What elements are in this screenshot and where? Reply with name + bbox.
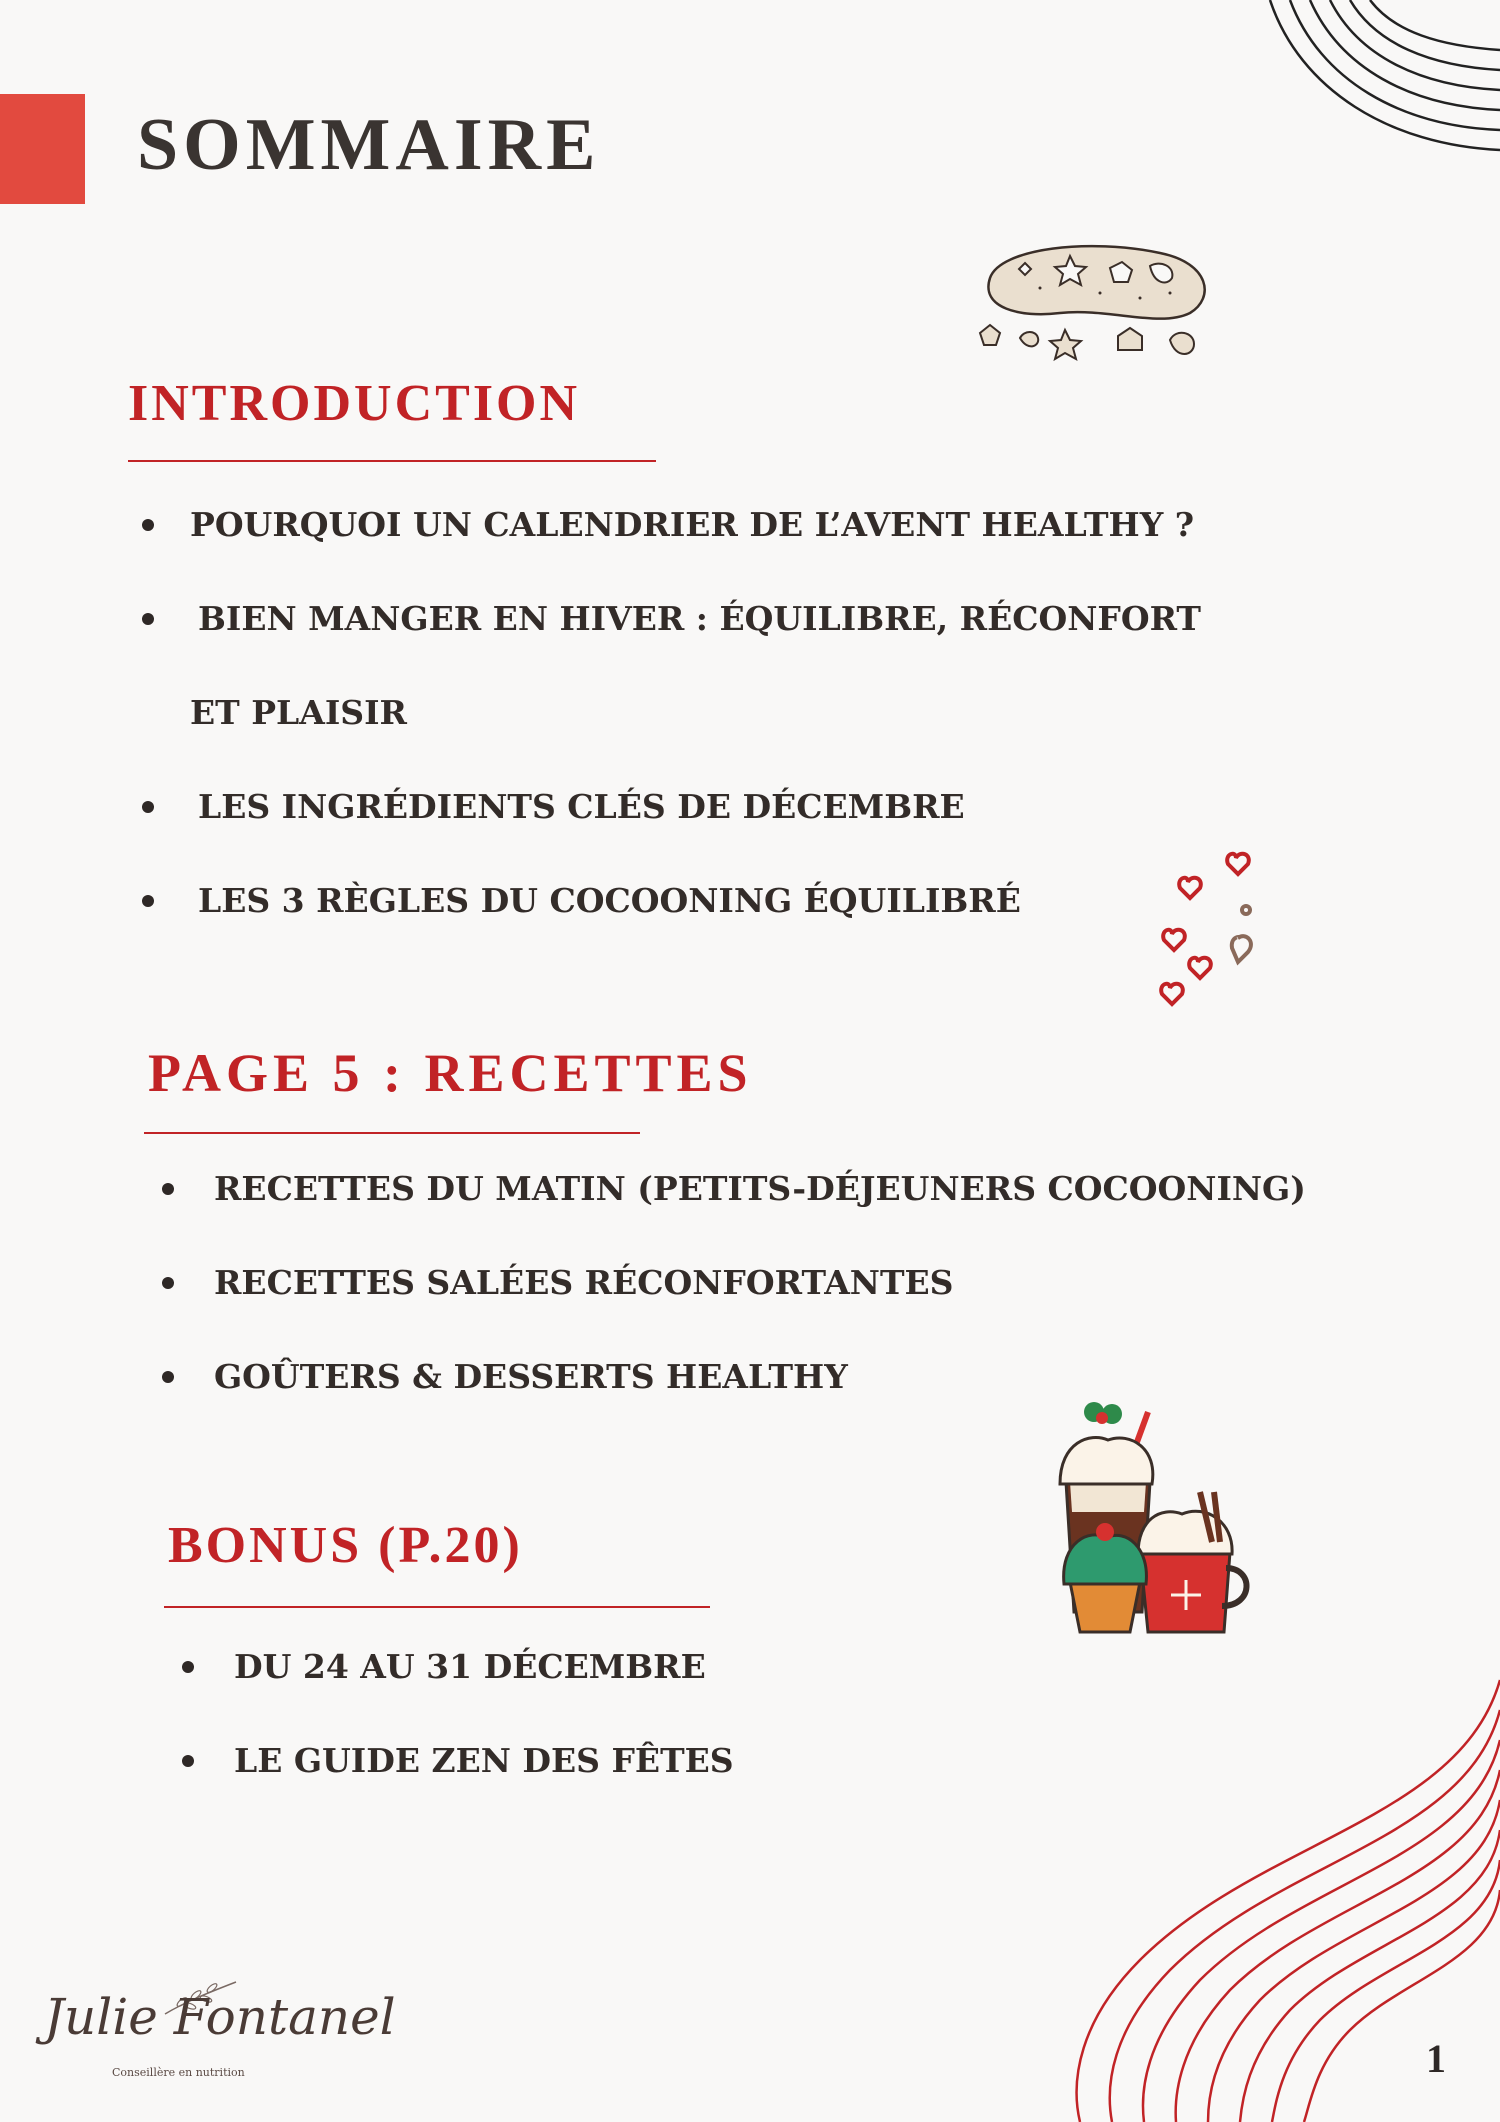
section-recettes <box>148 1043 753 1134</box>
list-item: LES 3 RÈGLES DU COCOONING ÉQUILIBRÉ <box>142 854 1201 948</box>
section-divider <box>128 460 656 462</box>
introduction-list <box>142 478 1201 948</box>
list-item: LES INGRÉDIENTS CLÉS DE DÉCEMBRE <box>142 760 1201 854</box>
section-divider <box>164 1606 710 1608</box>
list-item: GOÛTERS & DESSERTS HEALTHY <box>162 1330 1306 1424</box>
red-accent-block <box>0 94 85 204</box>
decorative-waves-icon <box>900 1660 1500 2122</box>
bonus-list <box>182 1620 734 1808</box>
list-item: RECETTES DU MATIN (PETITS-DÉJEUNERS COCOONING) <box>162 1142 1306 1236</box>
list-item: BIEN MANGER EN HIVER : ÉQUILIBRE, RÉCONFORT <box>142 572 1201 666</box>
page-title: SOMMAIRE <box>137 104 601 186</box>
page-number: 1 <box>1426 2036 1446 2081</box>
logo-name: Julie Fontanel <box>44 1988 396 2046</box>
hot-drinks-cupcake-icon <box>1030 1392 1270 1652</box>
section-heading-recettes: PAGE 5 : RECETTES <box>148 1043 753 1103</box>
list-item: POURQUOI UN CALENDRIER DE L’AVENT HEALTHY ? <box>142 478 1201 572</box>
decorative-waves-icon <box>1240 0 1500 200</box>
section-introduction <box>128 375 656 462</box>
section-heading-introduction: INTRODUCTION <box>128 375 581 432</box>
section-divider <box>144 1132 640 1134</box>
list-item: LE GUIDE ZEN DES FÊTES <box>182 1714 734 1808</box>
section-heading-bonus: BONUS (P.20) <box>168 1517 523 1574</box>
section-bonus <box>168 1517 710 1608</box>
list-item-continuation: ET PLAISIR <box>190 693 407 732</box>
recettes-list <box>162 1142 1306 1424</box>
logo-tagline: Conseillère en nutrition <box>112 2066 245 2079</box>
list-item: DU 24 AU 31 DÉCEMBRE <box>182 1620 734 1714</box>
cookie-dough-icon <box>970 238 1220 388</box>
hearts-icon <box>1158 838 1278 1018</box>
list-item: RECETTES SALÉES RÉCONFORTANTES <box>162 1236 1306 1330</box>
